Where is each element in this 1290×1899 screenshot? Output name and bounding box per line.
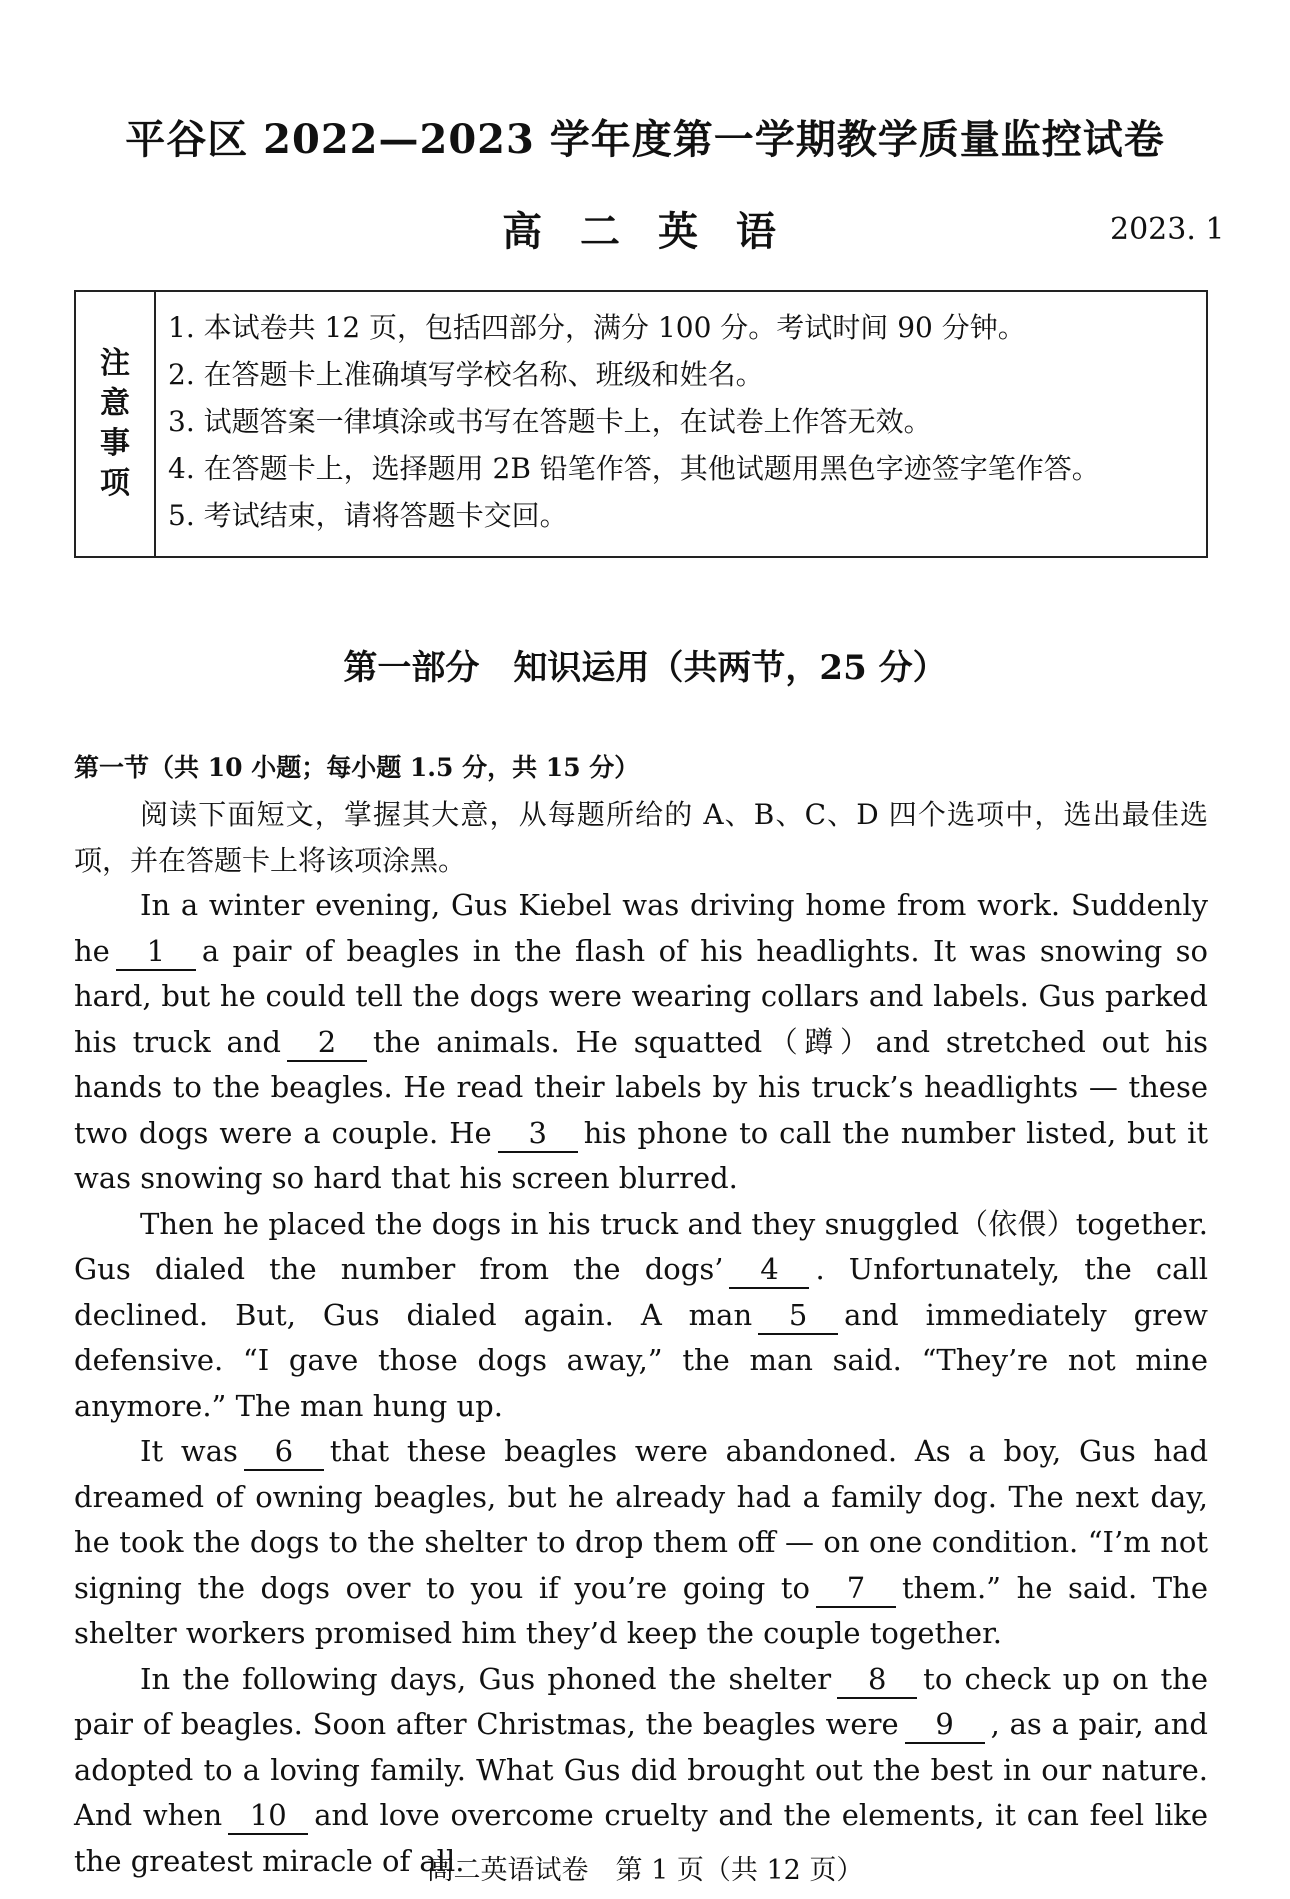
notice-item: 5. 考试结束，请将答题卡交回。 xyxy=(168,499,568,532)
blank-1: 1 xyxy=(116,933,196,971)
passage-text: them.” he said. The shelter workers promised him they’d keep the couple together. xyxy=(74,1570,1208,1650)
blank-3: 3 xyxy=(498,1115,578,1153)
passage-text: In a winter evening, Gus Kiebel was driving home from work. Suddenly he xyxy=(74,888,1208,968)
subsection-heading: 第一节（共 10 小题；每小题 1.5 分，共 15 分） xyxy=(74,753,640,782)
notice-item: 1. 本试卷共 12 页，包括四部分，满分 100 分。考试时间 90 分钟。 xyxy=(168,311,1026,344)
passage-text: , as a pair, and adopted to a loving family. What Gus did brought out the best in our nature. And when xyxy=(74,1707,1208,1832)
notice-item: 3. 试题答案一律填涂或书写在答题卡上，在试卷上作答无效。 xyxy=(168,405,932,438)
passage-paragraph xyxy=(74,1429,1208,1657)
blank-2: 2 xyxy=(287,1024,367,1062)
blank-7: 7 xyxy=(816,1570,896,1608)
passage-text: It was xyxy=(140,1434,238,1468)
passage-text: Then he placed the dogs in his truck and they snuggled（依偎）together. Gus dialed the number from the dogs’ xyxy=(74,1206,1208,1286)
notice-heading-char: 项 xyxy=(100,466,130,501)
blank-4: 4 xyxy=(729,1251,809,1289)
notice-heading-char: 意 xyxy=(100,386,130,421)
section-title: 第一部分 知识运用（共两节，25 分） xyxy=(343,648,947,688)
passage-text: and love overcome cruelty and the elements, it can feel like the greatest miracle of all. xyxy=(74,1798,1208,1878)
blank-6: 6 xyxy=(244,1433,324,1471)
passage-text: and immediately grew defensive. “I gave those dogs away,” the man said. “They’re not mine anymore.” The man hung up. xyxy=(74,1297,1208,1423)
passage-paragraph xyxy=(74,1202,1208,1430)
passage xyxy=(74,792,1208,1884)
passage-text: that these beagles were abandoned. As a boy, Gus had dreamed of owning beagles, but he already had a family dog. The next day, he took the dogs to the shelter to drop them off — on one condition. “I’m not signing the dogs over to you if you’re going to xyxy=(74,1434,1209,1605)
passage-text: the animals. He squatted（蹲）and stretched out his hands to the beagles. He read their labels by his truck’s headlights — these two dogs were a couple. He xyxy=(74,1024,1209,1150)
notice-list xyxy=(154,292,1100,539)
page-footer: 高二英语试卷 第 1 页（共 12 页） xyxy=(426,1855,864,1886)
notice-box xyxy=(74,290,1208,558)
passage-text: his phone to call the number listed, but it was snowing so hard that his screen blurred. xyxy=(74,1115,1208,1195)
passage-text: . Unfortunately, the call declined. But, Gus dialed again. A man xyxy=(74,1252,1208,1332)
exam-title: 平谷区 2022—2023 学年度第一学期教学质量监控试卷 xyxy=(125,116,1165,163)
passage-text: a pair of beagles in the flash of his headlights. It was snowing so hard, but he could tell the dogs were wearing collars and labels. Gus parked his truck and xyxy=(74,933,1208,1059)
notice-heading-char: 注 xyxy=(100,346,130,381)
notice-heading-char: 事 xyxy=(100,426,130,461)
notice-item: 4. 在答题卡上，选择题用 2B 铅笔作答，其他试题用黑色字迹签字笔作答。 xyxy=(168,452,1100,485)
passage-text: to check up on the pair of beagles. Soon after Christmas, the beagles were xyxy=(74,1661,1208,1741)
subject-title: 高 二 英 语 xyxy=(502,208,788,255)
blank-8: 8 xyxy=(837,1661,917,1699)
instructions: 阅读下面短文，掌握其大意，从每题所给的 A、B、C、D 四个选项中，选出最佳选项，并在答题卡上将该项涂黑。 xyxy=(74,798,1208,877)
exam-date: 2023. 1 xyxy=(1110,212,1225,247)
passage-text: In the following days, Gus phoned the shelter xyxy=(140,1661,832,1696)
notice-item: 2. 在答题卡上准确填写学校名称、班级和姓名。 xyxy=(168,358,764,391)
blank-9: 9 xyxy=(905,1706,985,1744)
passage-paragraph xyxy=(74,883,1208,1202)
blank-5: 5 xyxy=(758,1297,838,1335)
notice-heading xyxy=(76,292,156,556)
blank-10: 10 xyxy=(228,1797,308,1835)
